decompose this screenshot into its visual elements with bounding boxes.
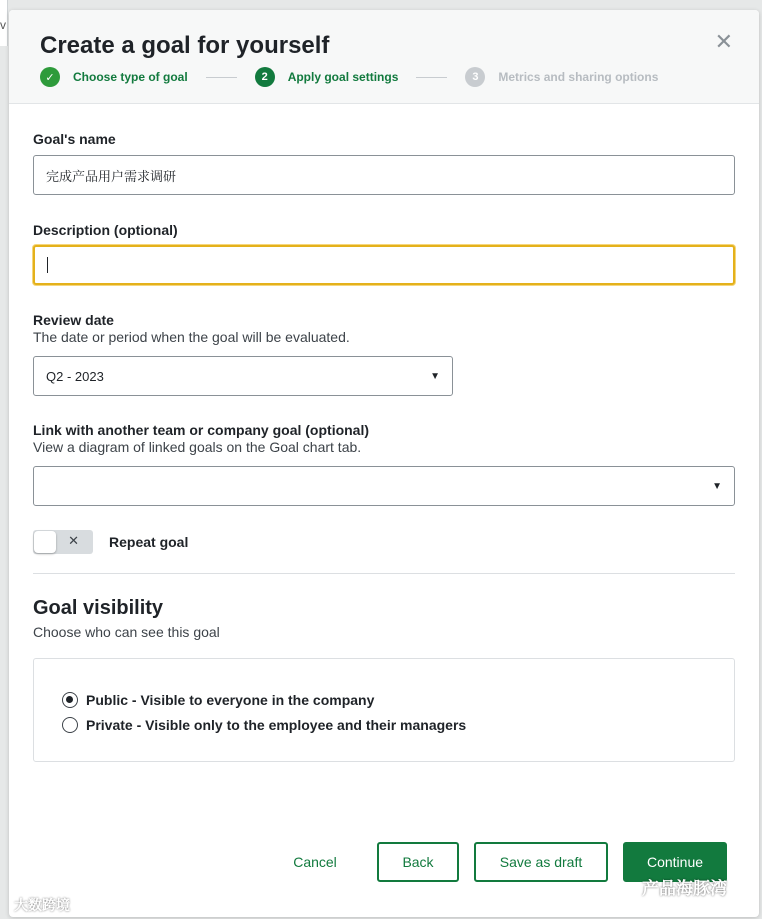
- close-icon[interactable]: ✕: [714, 29, 733, 54]
- text-caret: [47, 257, 48, 273]
- visibility-subtitle: Choose who can see this goal: [33, 624, 220, 640]
- continue-button[interactable]: Continue: [623, 842, 727, 882]
- visibility-options: [33, 658, 735, 762]
- visibility-option-private[interactable]: [62, 712, 734, 737]
- dialog-title: Create a goal for yourself: [40, 32, 330, 59]
- step-2-number: 2: [255, 67, 275, 87]
- radio-button-checked[interactable]: [62, 692, 78, 708]
- step-1-label: Choose type of goal: [73, 70, 188, 84]
- goal-name-value: 完成产品用户需求调研: [46, 168, 177, 184]
- review-date-select[interactable]: [33, 356, 453, 396]
- visibility-title: Goal visibility: [33, 597, 164, 619]
- form-body: [33, 104, 735, 762]
- link-goal-label: Link with another team or company goal (optional): [33, 422, 370, 438]
- dialog-header: [9, 10, 759, 104]
- visibility-option-label: Public - Visible to everyone in the company: [86, 691, 375, 708]
- caret-down-icon: ▼: [430, 370, 440, 382]
- background-page-edge: [0, 0, 8, 46]
- toggle-knob: [34, 531, 56, 553]
- repeat-goal-row: [33, 530, 735, 554]
- cancel-button[interactable]: Cancel: [293, 854, 337, 870]
- description-label: Description (optional): [33, 222, 178, 238]
- step-separator: [206, 77, 237, 78]
- step-3: [465, 67, 658, 87]
- check-icon: ✓: [40, 67, 60, 87]
- link-goal-select[interactable]: [33, 466, 735, 506]
- step-2[interactable]: [255, 67, 399, 87]
- visibility-option-public[interactable]: [62, 687, 734, 712]
- step-3-number: 3: [465, 67, 485, 87]
- create-goal-dialog: [9, 10, 759, 917]
- description-input[interactable]: [33, 245, 735, 285]
- back-button[interactable]: Back: [377, 842, 459, 882]
- goal-name-input[interactable]: [33, 155, 735, 195]
- save-draft-button[interactable]: Save as draft: [474, 842, 608, 882]
- watermark-right: 产品海豚湾: [642, 879, 727, 898]
- watermark-left: 大数跨境: [14, 897, 70, 913]
- step-3-label: Metrics and sharing options: [498, 70, 659, 84]
- toggle-off-icon: ✕: [68, 533, 79, 548]
- section-divider: [33, 573, 735, 574]
- radio-button[interactable]: [62, 717, 78, 733]
- review-date-label: Review date: [33, 312, 114, 328]
- visibility-option-label: Private - Visible only to the employee and their managers: [86, 716, 467, 733]
- repeat-goal-label: Repeat goal: [109, 534, 189, 550]
- goal-name-label: Goal's name: [33, 131, 116, 147]
- step-separator: [416, 77, 447, 78]
- background-edge-text: v: [0, 18, 6, 32]
- step-2-label: Apply goal settings: [287, 70, 399, 84]
- repeat-goal-toggle[interactable]: [33, 530, 93, 554]
- link-goal-help: View a diagram of linked goals on the Goal chart tab.: [33, 439, 362, 455]
- stepper: [40, 67, 658, 87]
- review-date-help: The date or period when the goal will be evaluated.: [33, 329, 350, 345]
- review-date-value: Q2 - 2023: [46, 368, 104, 384]
- step-1[interactable]: [40, 67, 188, 87]
- caret-down-icon: ▼: [712, 480, 722, 492]
